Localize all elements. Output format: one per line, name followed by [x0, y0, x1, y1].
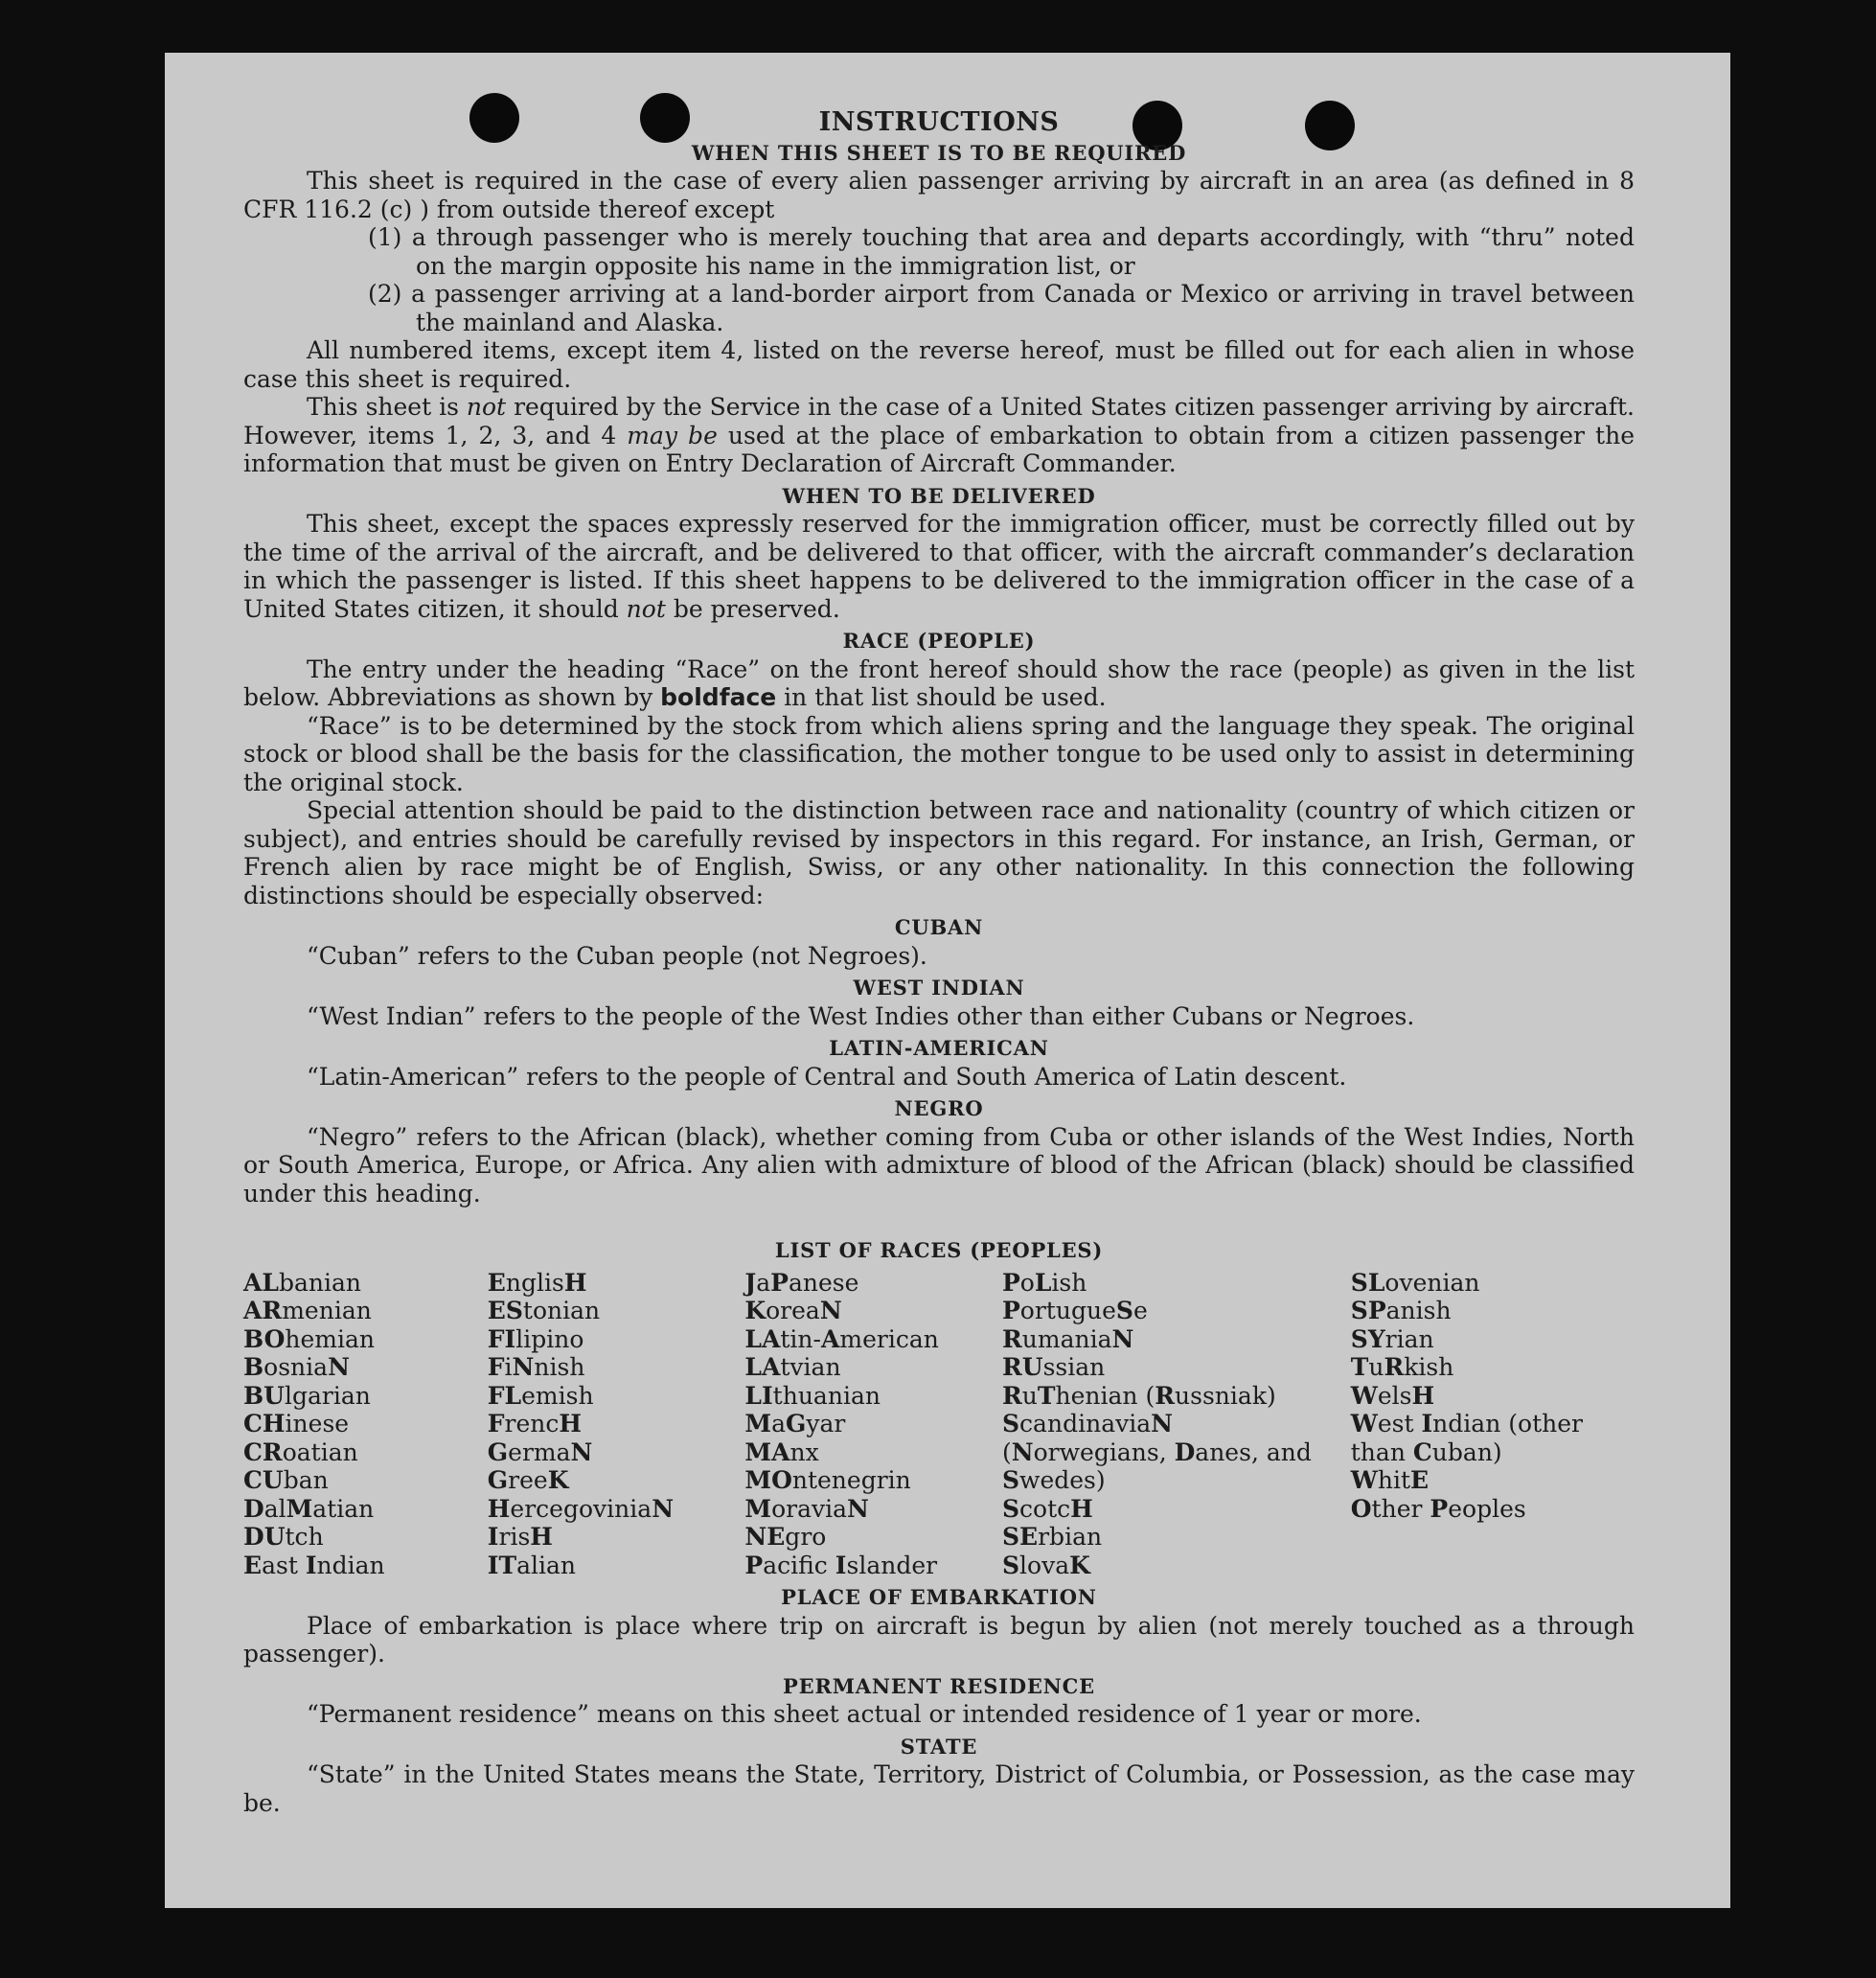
- paragraph: This sheet, except the spaces expressly reserved for the immigration officer, must be correctly filled out by the time of the arrival of the aircraft, and be delivered to that officer, with the aircraft commander’s declaration in which the passenger is listed. If this sheet happens to be delivered to the immigration officer in the case of a United States citizen, it should not be preserved.: [243, 510, 1635, 623]
- race-entry: DalMatian: [243, 1494, 375, 1523]
- race-entry: Other Peoples: [1350, 1494, 1526, 1523]
- race-entry: GermaN: [487, 1438, 593, 1466]
- race-entry: NEgro: [744, 1523, 827, 1551]
- race-entry: SErbian: [1001, 1523, 1103, 1551]
- paragraph: Special attention should be paid to the distinction between race and nationality (country of which citizen or subject), and entries should be carefully revised by inspectors in this regard. For instance, an Irish, German, or French alien by race might be of English, Swiss, or any other nationality. In this connection the following distinctions should be especially observed:: [243, 796, 1635, 909]
- race-entry: MAnx: [744, 1438, 819, 1466]
- section-heading: WHEN THIS SHEET IS TO BE REQUIRED: [691, 140, 1187, 165]
- paragraph: This sheet is not required by the Service in the case of a United States citizen passenger arriving by aircraft. However, items 1, 2, 3, and 4 may be used at the place of embarkation to obtain from a citizen passenger the information that must be given on Entry Declaration of Aircraft Commander.: [243, 393, 1635, 477]
- race-column: [1351, 1269, 1635, 1580]
- race-entry: ScotcH: [1001, 1494, 1093, 1523]
- race-entry: SLovenian: [1350, 1268, 1480, 1297]
- document-content: [243, 108, 1635, 1817]
- race-entry: RUssian: [1001, 1353, 1106, 1381]
- race-entry: ALbanian: [243, 1268, 362, 1297]
- list-item: (1) a through passenger who is merely touching that area and departs accordingly, with “thru” noted on the margin opposite his name in the immigration list, or: [368, 223, 1635, 280]
- race-entry: BosniaN: [243, 1353, 350, 1381]
- race-entry: RumaniaN: [1001, 1324, 1134, 1353]
- race-entry: CHinese: [243, 1410, 350, 1438]
- race-entry: JaPanese: [744, 1268, 859, 1297]
- race-list: [243, 1269, 1635, 1580]
- paragraph: “Race” is to be determined by the stock from which aliens spring and the language they speak. The original stock or blood shall be the basis for the classification, the mother tongue to be used only to assist in determining the original stock.: [243, 711, 1635, 796]
- race-entry: SPanish: [1350, 1297, 1452, 1324]
- race-column: [1002, 1269, 1322, 1580]
- race-entry: EnglisH: [487, 1268, 587, 1297]
- definition: “West Indian” refers to the people of the West Indies other than either Cubans or Negroes.: [307, 1001, 1415, 1030]
- paragraph: All numbered items, except item 4, listed on the reverse hereof, must be filled out for each alien in whose case this sheet is required.: [243, 336, 1635, 393]
- section-heading: WHEN TO BE DELIVERED: [782, 483, 1096, 508]
- race-entry: RuThenian (Russniak): [1001, 1381, 1276, 1410]
- race-entry: PortugueSe: [1001, 1297, 1148, 1324]
- race-entry: CUban: [243, 1466, 329, 1494]
- race-entry: IrisH: [487, 1523, 553, 1551]
- paragraph: The entry under the heading “Race” on the front hereof should show the race (people) as given in the list below. Abbreviations as shown by boldface in that list should be used.: [243, 655, 1635, 711]
- paragraph: This sheet is required in the case of every alien passenger arriving by aircraft in an area (as defined in 8 CFR 116.2 (c) ) from outside thereof except: [243, 167, 1635, 223]
- race-entry: TuRkish: [1350, 1353, 1454, 1381]
- race-entry: WelsH: [1350, 1381, 1435, 1410]
- section-heading: NEGRO: [894, 1096, 984, 1120]
- race-entry: SlovaK: [1001, 1551, 1090, 1579]
- race-column: [744, 1269, 1002, 1580]
- race-entry: BUlgarian: [243, 1381, 371, 1410]
- race-entry: DUtch: [243, 1523, 324, 1551]
- race-entry: ITalian: [487, 1551, 577, 1579]
- race-entry: Pacifc Islander: [744, 1551, 938, 1579]
- race-entry: GreeK: [487, 1466, 569, 1494]
- race-column: [488, 1269, 745, 1580]
- paragraph: “State” in the United States means the State, Territory, District of Columbia, or Possession, as the case may be.: [243, 1760, 1635, 1817]
- section-heading: STATE: [900, 1734, 978, 1759]
- section-heading: LATIN-AMERICAN: [829, 1036, 1049, 1060]
- race-entry: FiNnish: [487, 1353, 585, 1381]
- race-entry: FLemish: [487, 1381, 594, 1410]
- section-heading: RACE (PEOPLE): [842, 629, 1036, 653]
- page-title: INSTRUCTIONS: [818, 107, 1060, 137]
- race-entry: EStonian: [487, 1297, 601, 1324]
- race-entry: LIthuanian: [744, 1381, 881, 1410]
- race-entry: FIlipino: [487, 1324, 584, 1353]
- race-entry: ScandinaviaN (Norwegians, Danes, and Swedes): [1001, 1410, 1312, 1494]
- race-entry: MoraviaN: [744, 1494, 869, 1523]
- race-entry: LAtin-American: [744, 1324, 939, 1353]
- race-entry: MOntenegrin: [744, 1466, 911, 1494]
- race-entry: MaGyar: [744, 1410, 846, 1438]
- race-entry: KoreaN: [744, 1297, 842, 1324]
- race-entry: CRoatian: [243, 1438, 358, 1466]
- definition: “Latin-American” refers to the people of Central and South America of Latin descent.: [307, 1062, 1347, 1091]
- section-heading: CUBAN: [894, 915, 984, 939]
- race-entry: LAtvian: [744, 1353, 841, 1381]
- race-entry: PoLish: [1001, 1268, 1087, 1297]
- section-heading: PERMANENT RESIDENCE: [783, 1673, 1095, 1698]
- race-entry: SYrian: [1350, 1324, 1434, 1353]
- race-entry: FrencH: [487, 1410, 583, 1438]
- document-sheet: [165, 53, 1730, 1908]
- definition: “Negro” refers to the African (black), whether coming from Cuba or other islands of the West Indies, North or South America, Europe, or Africa. Any alien with admixture of blood of the African (black) should be classified under this heading.: [243, 1122, 1635, 1208]
- paragraph: “Permanent residence” means on this sheet actual or intended residence of 1 year or more.: [307, 1700, 1422, 1728]
- paragraph: Place of embarkation is place where trip on aircraft is begun by alien (not merely touched as a through passenger).: [243, 1611, 1635, 1668]
- list-item: (2) a passenger arriving at a land-border airport from Canada or Mexico or arriving in travel between the mainland and Alaska.: [368, 280, 1635, 336]
- race-entry: HercegoviniaN: [487, 1494, 675, 1523]
- race-column: [243, 1269, 488, 1580]
- race-entry: WhitE: [1350, 1466, 1430, 1494]
- race-entry: East Indian: [243, 1551, 385, 1579]
- race-entry: West Indian (other than Cuban): [1350, 1410, 1583, 1466]
- race-entry: BOhemian: [243, 1324, 376, 1353]
- section-heading: WEST INDIAN: [853, 976, 1025, 1000]
- section-heading: PLACE OF EMBARKATION: [781, 1585, 1097, 1609]
- definition: “Cuban” refers to the Cuban people (not Negroes).: [307, 941, 927, 970]
- race-entry: ARmenian: [243, 1297, 372, 1324]
- section-heading: LIST OF RACES (PEOPLES): [774, 1238, 1104, 1262]
